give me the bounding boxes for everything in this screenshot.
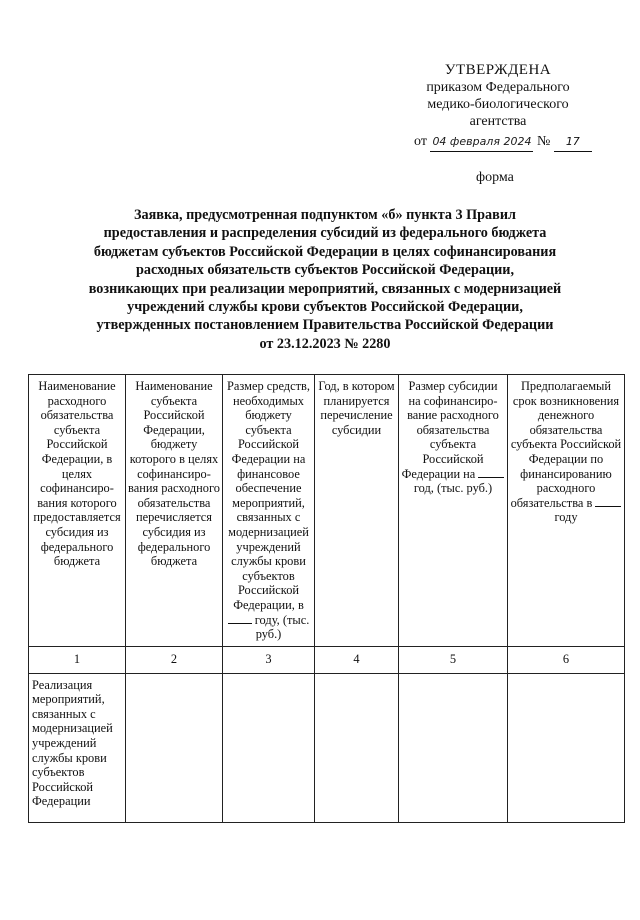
form-label: форма xyxy=(476,170,514,185)
empty-cell xyxy=(399,673,508,822)
order-reference xyxy=(414,133,594,152)
year-blank xyxy=(595,506,621,507)
empty-cell xyxy=(508,673,625,822)
heading-line: учреждений службы крови субъектов Российской Федерации, xyxy=(127,299,523,316)
order-number-handwritten: 17 xyxy=(554,133,592,152)
heading-line: предоставления и распределения субсидий из федерального бюджета xyxy=(103,225,547,242)
empty-cell xyxy=(315,673,399,822)
document-heading xyxy=(60,206,590,353)
heading-line: расходных обязательств субъектов Российской Федерации, xyxy=(135,262,515,279)
column-number: 4 xyxy=(315,646,399,673)
approval-line-3: агентства xyxy=(469,114,527,129)
application-table xyxy=(28,374,625,823)
row-obligation-name: Реализация мероприятий, связанных с модернизацией учреждений службы крови субъектов Российской Федерации xyxy=(29,673,126,822)
approval-line-2: медико-биологического xyxy=(427,97,569,112)
header-text-tail: году, xyxy=(254,612,280,627)
heading-line: от 23.12.2023 № 2280 xyxy=(259,335,391,352)
column-number-row xyxy=(29,646,625,673)
header-cell xyxy=(508,375,625,647)
header-text-tail: в xyxy=(297,597,304,612)
header-text: Год, в котором планируется перечисление субсидии xyxy=(318,379,395,437)
empty-cell xyxy=(126,673,223,822)
year-blank xyxy=(228,623,252,624)
approval-title: УТВЕРЖДЕНА xyxy=(444,62,552,78)
year-blank xyxy=(478,477,504,478)
column-number: 2 xyxy=(126,646,223,673)
header-text: Размер средств, необходимых бюджету субъекта Российской Федерации на финансовое обеспечение мероприятий, связанных с модернизацией учреждений службы крови субъектов Российской Федерации, xyxy=(227,379,310,612)
header-cell xyxy=(315,375,399,647)
column-number: 6 xyxy=(508,646,625,673)
header-text-tail: год, (тыс. руб.) xyxy=(413,481,493,496)
header-cell xyxy=(29,375,126,647)
heading-line: утвержденных постановлением Правительства Российской Федерации xyxy=(96,317,554,334)
header-text: Наименование расходного обязательства субъекта Российской Федерации, в целях софинансиро-вания которого предоставляется субсидия из федерального бюджета xyxy=(33,379,121,569)
order-date-handwritten: 04 февраля 2024 xyxy=(430,133,533,152)
heading-line: бюджетам субъектов Российской Федерации в целях софинансирования xyxy=(93,243,557,260)
column-number: 5 xyxy=(399,646,508,673)
header-cell xyxy=(399,375,508,647)
header-cell xyxy=(223,375,315,647)
table-row xyxy=(29,673,625,822)
heading-line: возникающих при реализации мероприятий, связанных с модернизацией xyxy=(88,280,562,297)
header-text: Наименование субъекта Российской Федерации, бюджету которого в целях софинансиро-вания расходного обязательства перечисляется субсидия из федерального бюджета xyxy=(128,379,220,569)
empty-cell xyxy=(223,673,315,822)
header-cell xyxy=(126,375,223,647)
header-text: Размер субсидии на софинансиро-вание расходного обязательства субъекта Российской Федерации на xyxy=(401,379,499,481)
approval-block xyxy=(408,62,588,130)
header-text-unit: (тыс. руб.) xyxy=(255,612,310,642)
approval-line-1: приказом Федерального xyxy=(426,80,570,95)
table-header-row xyxy=(29,375,625,647)
order-prefix: от xyxy=(414,134,427,149)
order-number-label: № xyxy=(536,134,551,149)
heading-line: Заявка, предусмотренная подпунктом «б» пункта 3 Правил xyxy=(134,207,516,223)
column-number: 1 xyxy=(29,646,126,673)
header-text: Предполагаемый срок возникновения денежного обязательства субъекта Российской Федерации по финансированию расходного обязательства в xyxy=(510,379,622,510)
column-number: 3 xyxy=(223,646,315,673)
header-text-tail: году xyxy=(554,510,578,525)
